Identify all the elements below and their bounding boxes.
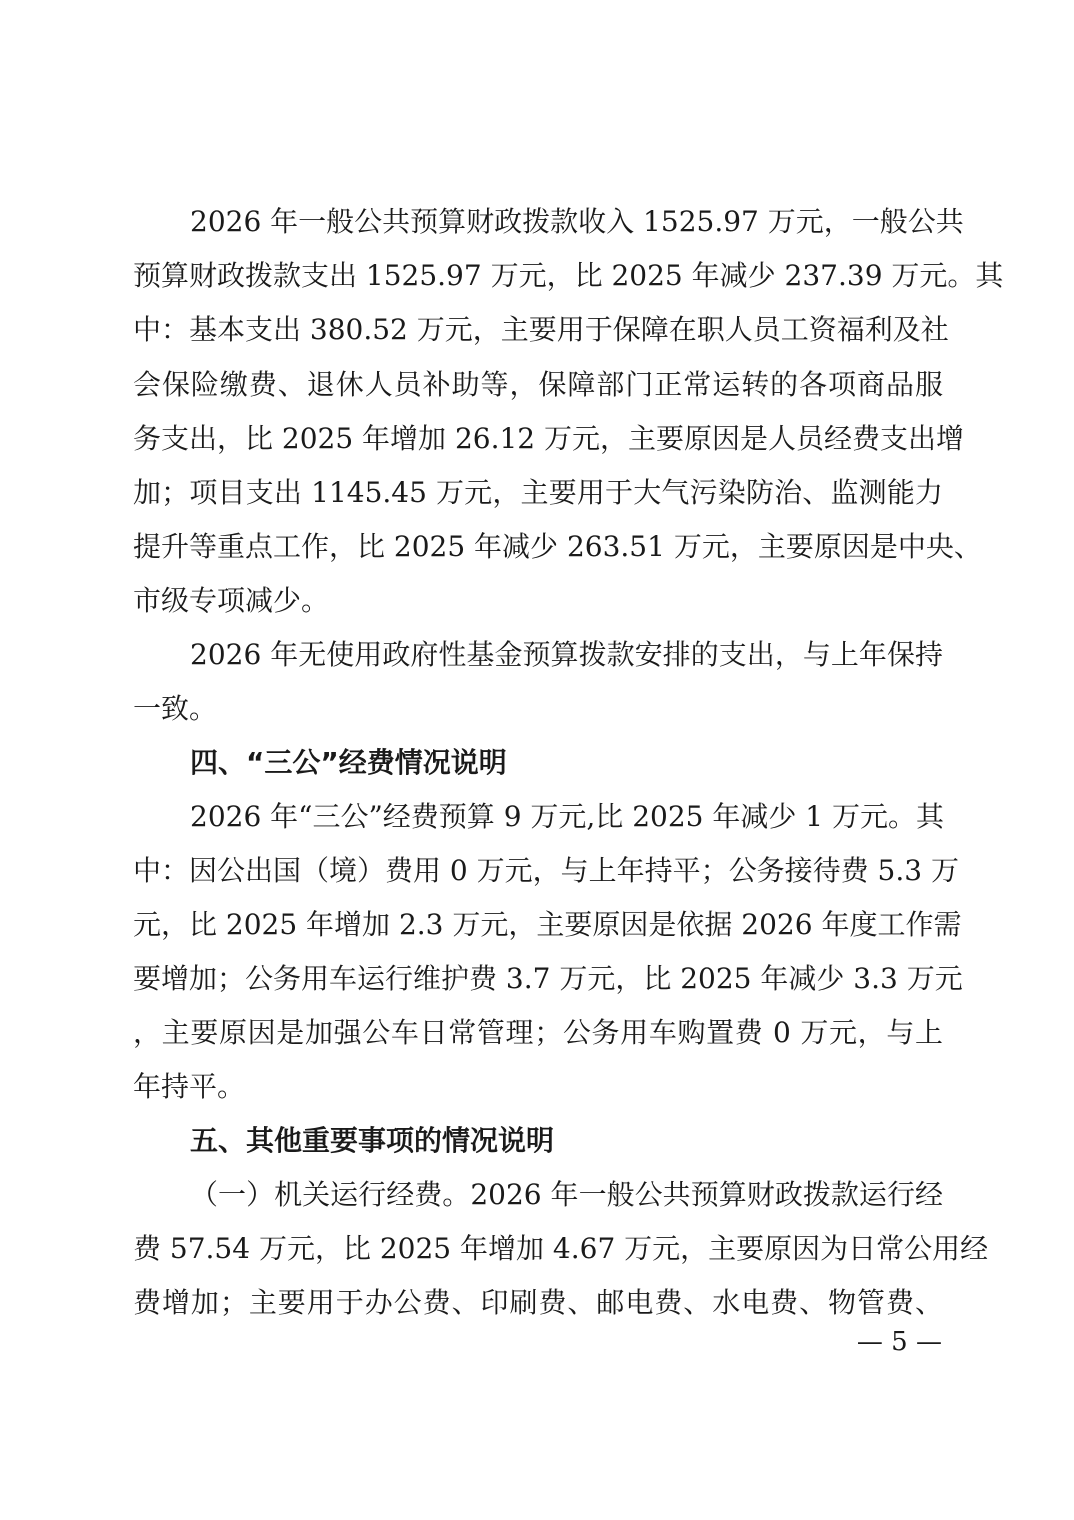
paragraph-line: 要增加；公务用车运行维护费 3.7 万元，比 2025 年减少 3.3 万元: [133, 962, 963, 995]
paragraph-line: 费增加；主要用于办公费、印刷费、邮电费、水电费、物管费、: [133, 1286, 943, 1319]
paragraph-line: ，主要原因是加强公车日常管理；公务用车购置费 0 万元，与上: [133, 1016, 943, 1049]
paragraph-line: 2026 年“三公”经费预算 9 万元,比 2025 年减少 1 万元。其: [190, 800, 944, 833]
paragraph-line: 2026 年无使用政府性基金预算拨款安排的支出，与上年保持: [190, 638, 943, 671]
paragraph-line: 一致。: [133, 692, 218, 725]
paragraph-line: 元，比 2025 年增加 2.3 万元，主要原因是依据 2026 年度工作需: [133, 908, 962, 941]
paragraph-line: 会保险缴费、退休人员补助等，保障部门正常运转的各项商品服: [133, 368, 943, 401]
paragraph-line: 预算财政拨款支出 1525.97 万元，比 2025 年减少 237.39 万元。其: [133, 259, 1004, 292]
paragraph-line: 年持平。: [133, 1070, 246, 1103]
paragraph-line: 市级专项减少。: [133, 584, 330, 617]
page-number: — 5 —: [856, 1327, 942, 1357]
section-heading-four: 四、“三公”经费情况说明: [190, 746, 507, 779]
section-heading-five: 五、其他重要事项的情况说明: [190, 1124, 555, 1157]
paragraph-line: 提升等重点工作，比 2025 年减少 263.51 万元，主要原因是中央、: [133, 530, 982, 563]
paragraph-line: 务支出，比 2025 年增加 26.12 万元，主要原因是人员经费支出增: [133, 422, 965, 455]
paragraph-line: （一）机关运行经费。2026 年一般公共预算财政拨款运行经: [190, 1178, 943, 1211]
paragraph-line: 2026 年一般公共预算财政拨款收入 1525.97 万元，一般公共: [190, 205, 964, 238]
paragraph-line: 加；项目支出 1145.45 万元，主要用于大气污染防治、监测能力: [133, 476, 943, 509]
paragraph-line: 中：因公出国（境）费用 0 万元，与上年持平；公务接待费 5.3 万: [133, 854, 959, 887]
paragraph-line: 费 57.54 万元，比 2025 年增加 4.67 万元，主要原因为日常公用经: [133, 1232, 989, 1265]
paragraph-line: 中：基本支出 380.52 万元，主要用于保障在职人员工资福利及社: [133, 313, 949, 346]
